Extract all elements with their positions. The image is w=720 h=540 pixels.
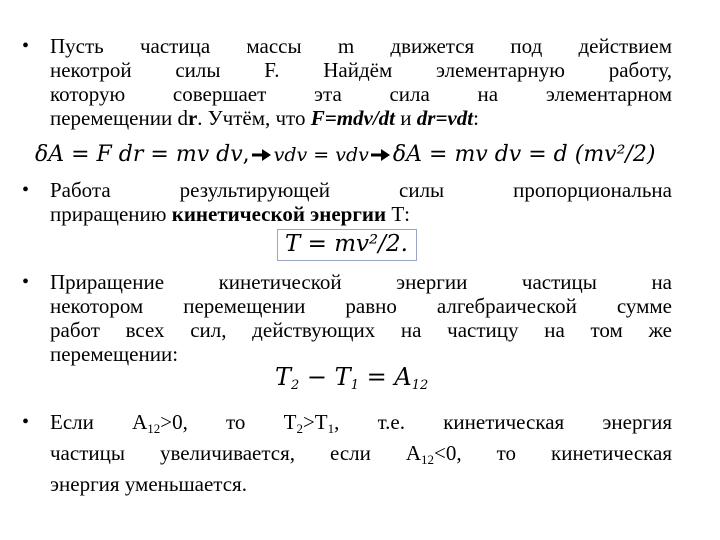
text-line: перемещении: bbox=[50, 342, 179, 366]
arrow-right-icon bbox=[371, 147, 391, 163]
text-line: некотрой силы F. Найдём элементарную работу, bbox=[50, 58, 672, 82]
text-line: некотором перемещении равно алгебраической сумме bbox=[50, 294, 672, 318]
text-line: Пусть частица массы m движется под действием bbox=[50, 34, 672, 58]
text-line: энергия уменьшается. bbox=[50, 472, 247, 496]
bullet-paragraph-3 bbox=[22, 270, 672, 366]
text-line: приращению кинетической энергии Т: bbox=[50, 202, 410, 226]
formula-work-definition: δA = F dr = mv dv bbox=[35, 142, 243, 167]
text-line: Приращение кинетической энергии частицы на bbox=[50, 270, 672, 294]
text-line: Работа результирующей силы пропорциональна bbox=[50, 178, 672, 202]
arrow-right-icon bbox=[252, 147, 272, 163]
formula-work-result: δA = mv dv = d (mv²/2) bbox=[392, 142, 656, 167]
work-energy-theorem-formula: $T_2 - T_1 = A_{12}$ bbox=[275, 363, 429, 393]
bullet-paragraph-2 bbox=[22, 178, 672, 226]
text-line: которую совершает эта сила на элементарном bbox=[50, 82, 672, 106]
bullet-marker: • bbox=[22, 411, 30, 433]
bullet-marker: • bbox=[22, 179, 30, 201]
bullet-paragraph-4 bbox=[22, 410, 673, 496]
formula-identity: vdv = vdv bbox=[273, 144, 369, 166]
kinetic-energy-formula: T = mv²/2. bbox=[285, 231, 408, 257]
work-formula-row: δA = F dr = mv dv, vdv = vdv δA = mv dv = d (mv²/2) bbox=[35, 142, 656, 167]
text-line: работ всех сил, действующих на частицу на том же bbox=[50, 318, 672, 342]
kinetic-energy-formula-box bbox=[277, 229, 417, 261]
bullet-paragraph-1 bbox=[22, 34, 672, 130]
text-line: перемещении dr. Учтём, что F=mdv/dt и dr=vdt: bbox=[50, 106, 479, 130]
bullet-marker: • bbox=[22, 271, 30, 293]
text-line: Если $А_{12}>0$, то $Т_2>Т_1$, т.е. кинетическая энергия bbox=[50, 410, 672, 436]
text-line: частицы увеличивается, если $А_{12}<0$, то кинетическая bbox=[50, 441, 673, 467]
bullet-marker: • bbox=[22, 35, 30, 57]
